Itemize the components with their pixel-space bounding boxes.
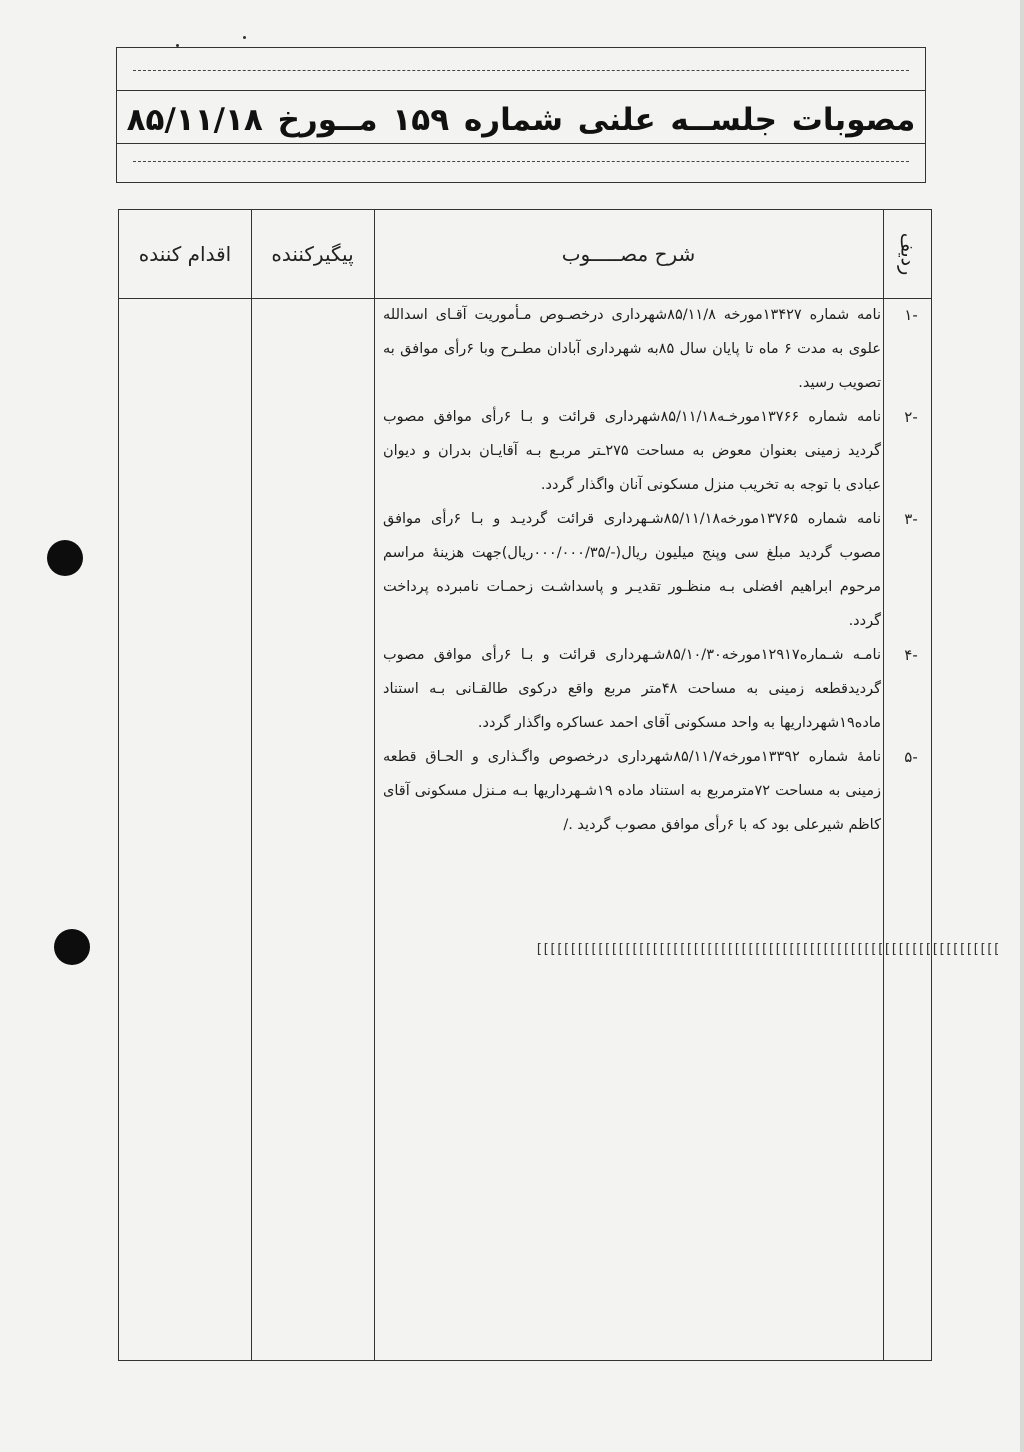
column-header-radif <box>883 210 931 298</box>
header-divider-bottom <box>117 143 925 144</box>
column-divider <box>374 210 375 1360</box>
punch-hole <box>54 929 90 965</box>
page-title: مصوبات جلســه علنی شماره ۱۵۹ مــورخ ۸۵/۱۱/۱۸ <box>126 102 916 138</box>
item-text: نامه شماره ۱۳۷۶۶مورخـه۸۵/۱۱/۱۸شهرداری قرائت و بـا ۶رأی موافق مصوب گردید زمینی بعنوان معوض به مساحت ۲۷۵ـتر مربـع بـه آقایـان بدران و دیوان عبادی با توجه به تخریب منزل مسکونی آنان واگذار گردد. <box>383 409 881 493</box>
item-number: -۵ <box>904 748 918 766</box>
item-text: نامه شماره ۱۳۴۲۷مورخه ۸۵/۱۱/۸شهرداری درخصـوص مـأموریت آقـای اسدالله علوی به مدت ۶ ماه تا پایان سال ۸۵به شهرداری آبادان مطـرح وبا ۶رأی موافق به تصویب رسید. <box>383 307 882 391</box>
column-header-description: شرح مصـــــوب <box>561 242 696 266</box>
item-number: -۴ <box>904 646 918 664</box>
end-of-list-mark: [[[[[[[[[[[[[[[[[[[[[[[[[[[[[[[[[[[[[[[[[[[[[[[[[[[[[[[[[[[[[[[[[[[[ <box>535 942 1000 957</box>
item-text: نامۀ شماره ۱۳۳۹۲مورخه۸۵/۱۱/۷شهرداری درخصوص واگـذاری و الحـاق قطعه زمینی به مساحت ۷۲مترمربع به استناد ماده ۱۹شـهرداریها بـه مـنزل مسکونی آقای کاظم شیرعلی بود که با ۶رأی موافق مصوب گردید ./ <box>383 749 882 833</box>
column-header-action: اقدام کننده <box>138 242 232 266</box>
ink-speck <box>243 36 246 39</box>
resolutions-table <box>118 209 1000 1361</box>
column-divider <box>251 210 252 1360</box>
item-text: نامـه شـماره۱۲۹۱۷مورخه۸۵/۱۰/۳۰شـهرداری قرائت و بـا ۶رأی موافق مصوب گردیدقطعه زمینی به مساحت ۴۸متر مربع واقع درکوی طالقـانی بـه استناد ماده۱۹شهرداریها به واحد مسکونی آقای احمد عساکره واگذار گردد. <box>383 647 881 731</box>
item-text: نامه شماره ۱۳۷۶۵مورخه۸۵/۱۱/۱۸شـهرداری قرائت گردیـد و بـا ۶رأی موافق مصوب گردید مبلغ سی وپنج میلیون ریال(-/۰۰۰/۰۰۰/۳۵ریال)جهت هزینۀ مراسم مرحوم ابراهیم افضلی بـه منظـور تقدیـر و پاسداشـت زحمـات نامبرده پرداخت گردد. <box>383 511 881 629</box>
header-divider-top <box>117 90 925 91</box>
column-header-follow-up: پیگیرکننده <box>271 242 354 266</box>
column-header-radif-label: ردیف <box>896 232 918 276</box>
item-number: -۱ <box>904 306 918 324</box>
header-dash-bottom <box>133 161 909 162</box>
header-box <box>116 47 926 183</box>
item-number: -۲ <box>904 408 918 426</box>
header-dash-top <box>133 70 909 71</box>
punch-hole <box>47 540 83 576</box>
item-number: -۳ <box>904 510 918 528</box>
column-divider <box>883 210 884 1360</box>
